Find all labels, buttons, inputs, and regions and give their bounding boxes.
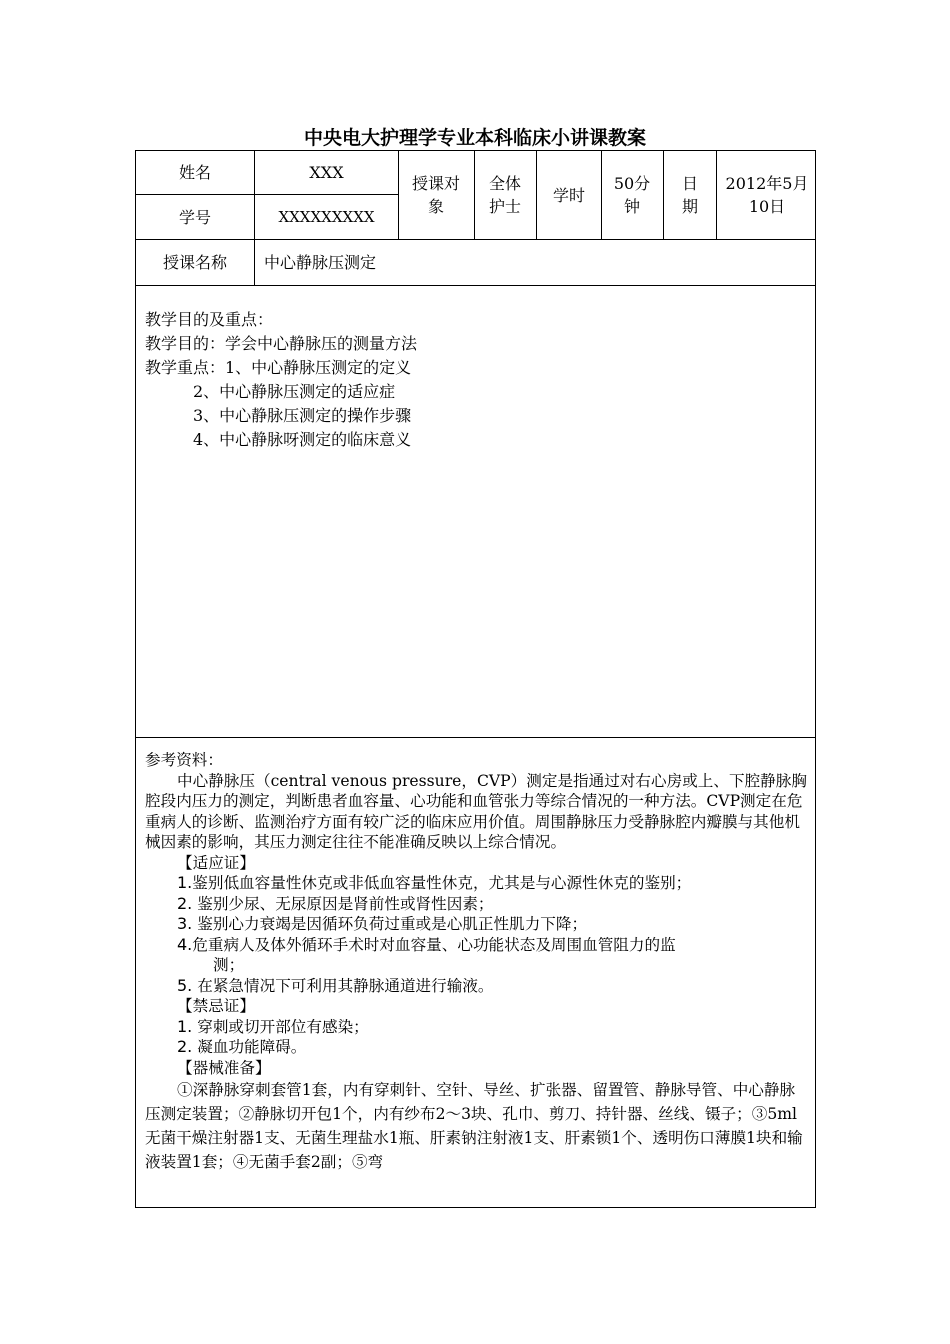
item-text: 凝血功能障碍。 [197,1038,307,1056]
item-text: 鉴别少尿、无尿原因是肾前性或肾性因素； [197,894,494,913]
item-number: 1. [177,873,193,892]
item-text: 穿刺或切开部位有感染； [197,1017,369,1036]
row-divider [135,737,816,738]
item-text: 在紧急情况下可利用其静脉通道进行输液。 [197,976,494,995]
item-text: 鉴别低血容量性休克或非低血容量性休克，尤其是与心源性休克的鉴别； [192,874,692,892]
id-label: 学号 [178,207,211,227]
course-label: 授课名称 [162,253,227,272]
item-number: 1. [177,1016,193,1036]
indication-item [145,894,808,915]
indication-item [145,976,808,997]
row-divider [135,285,816,286]
references-heading: 参考资料： [145,751,223,769]
equipment-body: ①深静脉穿刺套管1套，内有穿刺针、空针、导丝、扩张器、留置管、静脉导管、中心静脉压测定装置；②静脉切开包1个，内有纱布2～3块、孔巾、剪刀、持针器、丝线、镊子；③5ml无菌干燥注射器1支、无菌生理盐水1瓶、肝素钠注射液1支、肝素锁1个、透明伤口薄膜1块和输液装置1套；④无菌手套2副；⑤弯 [145,1081,803,1171]
contraindication-item [145,1037,808,1058]
col-divider [601,150,602,239]
audience-value: 全体护士 [488,174,521,216]
key-point: 2、中心静脉压测定的适应症 [193,382,396,401]
name-value: XXX [309,163,344,182]
col-divider [474,150,475,239]
objectives-heading: 教学目的及重点： [145,310,274,329]
references-section [145,750,808,1174]
hours-value: 50分钟 [613,174,651,216]
key-point: 3、中心静脉压测定的操作步骤 [193,406,412,425]
col-divider [663,150,664,239]
hours-label: 学时 [552,185,585,205]
key-point: 教学重点：1、中心静脉压测定的定义 [145,358,412,377]
name-label: 姓名 [178,163,211,182]
indication-item [145,873,808,894]
references-intro [145,771,808,853]
audience-label: 授课对象 [411,174,460,216]
item-text: 鉴别心力衰竭是因循环负荷过重或是心肌正性肌力下降； [197,915,588,933]
contraindications-heading: 【禁忌证】 [177,997,255,1015]
equipment-text [145,1078,808,1174]
objective-goal: 教学目的：学会中心静脉压的测量方法 [145,334,418,353]
objectives-section [145,308,417,452]
indications-heading: 【适应证】 [177,853,255,872]
item-number: 2. [177,893,193,913]
date-value: 2012年5月10日 [725,174,809,216]
intro-text: 中心静脉压（central venous pressure，CVP）测定是指通过对右心房或上、下腔静脉胸腔段内压力的测定，判断患者血容量、心功能和血管张力等综合情况的一种方法。CVP测定在危重病人的诊断、监测治疗方面有较广泛的临床应用价值。周围静脉压力受静脉腔内瓣膜与其他机械因素的影响，其压力测定往往不能准确反映以上综合情况。 [145,771,807,851]
equipment-heading: 【器械准备】 [177,1058,271,1077]
indication-item [145,914,808,935]
key-point: 4、中心静脉呀测定的临床意义 [193,430,412,449]
course-value: 中心静脉压测定 [264,253,377,272]
document-title: 中央电大护理学专业本科临床小讲课教案 [303,127,646,149]
indication-item [145,935,808,956]
indication-item-continued: 测； [213,956,245,974]
col-divider [398,150,399,239]
id-value: XXXXXXXXX [278,207,375,226]
item-text: 危重病人及体外循环手术时对血容量、心功能状态及周围血管阻力的监 [192,935,676,954]
col-divider [716,150,717,239]
item-number: 3. [177,914,193,933]
item-number: 4. [177,934,193,954]
item-number: 5. [177,975,193,995]
date-label: 日期 [681,174,698,216]
contraindication-item [145,1017,808,1038]
item-number: 2. [177,1037,193,1056]
